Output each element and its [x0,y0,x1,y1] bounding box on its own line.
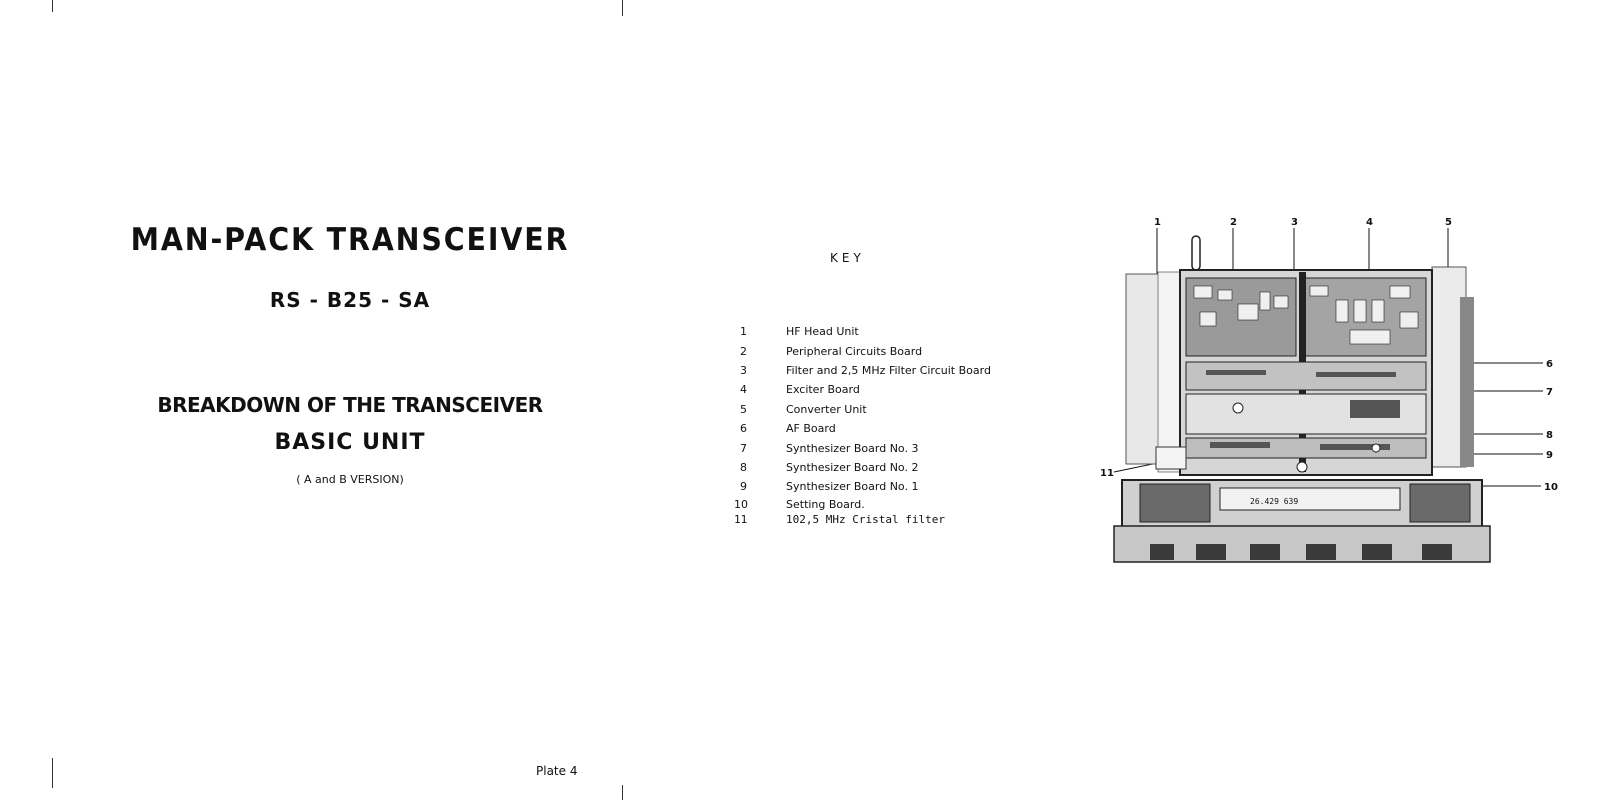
transceiver-figure [1100,212,1570,582]
key-item-label: Filter and 2,5 MHz Filter Circuit Board [786,363,991,377]
key-item-number: 11 [734,512,748,526]
margin-mark [52,758,53,788]
key-item-label: Peripheral Circuits Board [786,344,923,358]
breakdown-heading: BREAKDOWN OF THE TRANSCEIVER [157,393,543,417]
key-item-number: 5 [740,402,747,416]
key-item [740,458,1060,477]
margin-mark [52,0,53,12]
callout-10: 10 [1544,482,1558,493]
key-item-number: 9 [740,480,747,494]
key-item [740,322,1060,341]
key-item [740,341,1060,360]
key-item-label: Setting Board. [786,497,865,511]
key-item-number: 8 [740,460,747,474]
key-item-label: Synthesizer Board No. 3 [786,441,919,455]
key-item [740,477,1060,496]
key-item-number: 7 [740,441,747,455]
key-item-number: 3 [740,363,747,377]
transceiver-illustration [1100,212,1570,582]
key-item-label: Synthesizer Board No. 2 [786,460,919,474]
version-note: ( A and B VERSION) [296,473,404,486]
margin-mark [622,0,623,16]
key-item-number: 6 [740,422,747,436]
callout-3: 3 [1291,217,1298,228]
callout-1: 1 [1154,217,1161,228]
key-item [740,361,1060,380]
serial-label: 26.429 639 [1250,497,1299,506]
key-item-number: 4 [740,383,747,397]
plate-number: Plate 4 [536,764,578,778]
key-item-number: 2 [740,344,747,358]
key-list [734,322,1060,527]
callout-4: 4 [1366,217,1373,228]
key-item-label: Exciter Board [786,383,860,397]
callout-5: 5 [1445,217,1452,228]
callout-6: 6 [1546,359,1553,370]
model-designation: RS - B25 - SA [269,288,431,312]
callout-8: 8 [1546,430,1553,441]
key-item [740,400,1060,419]
key-item [740,380,1060,399]
key-item-label: Converter Unit [786,402,867,416]
key-item-number: 10 [734,497,748,511]
key-item [740,419,1060,438]
key-item-number: 1 [740,325,747,339]
key-item-label: AF Board [786,422,836,436]
margin-mark [622,785,623,800]
key-item [734,497,1060,512]
document-title: MAN-PACK TRANSCEIVER [130,222,570,258]
key-item [740,438,1060,457]
key-item [734,512,1060,527]
callout-7: 7 [1546,387,1553,398]
unit-heading: BASIC UNIT [274,430,426,455]
key-item-label: 102,5 MHz Cristal filter [786,512,945,526]
key-item-label: Synthesizer Board No. 1 [786,480,919,494]
callout-9: 9 [1546,450,1553,461]
callout-2: 2 [1230,217,1237,228]
callout-11: 11 [1100,468,1114,479]
key-item-label: HF Head Unit [786,325,859,339]
key-heading: KEY [830,251,865,265]
